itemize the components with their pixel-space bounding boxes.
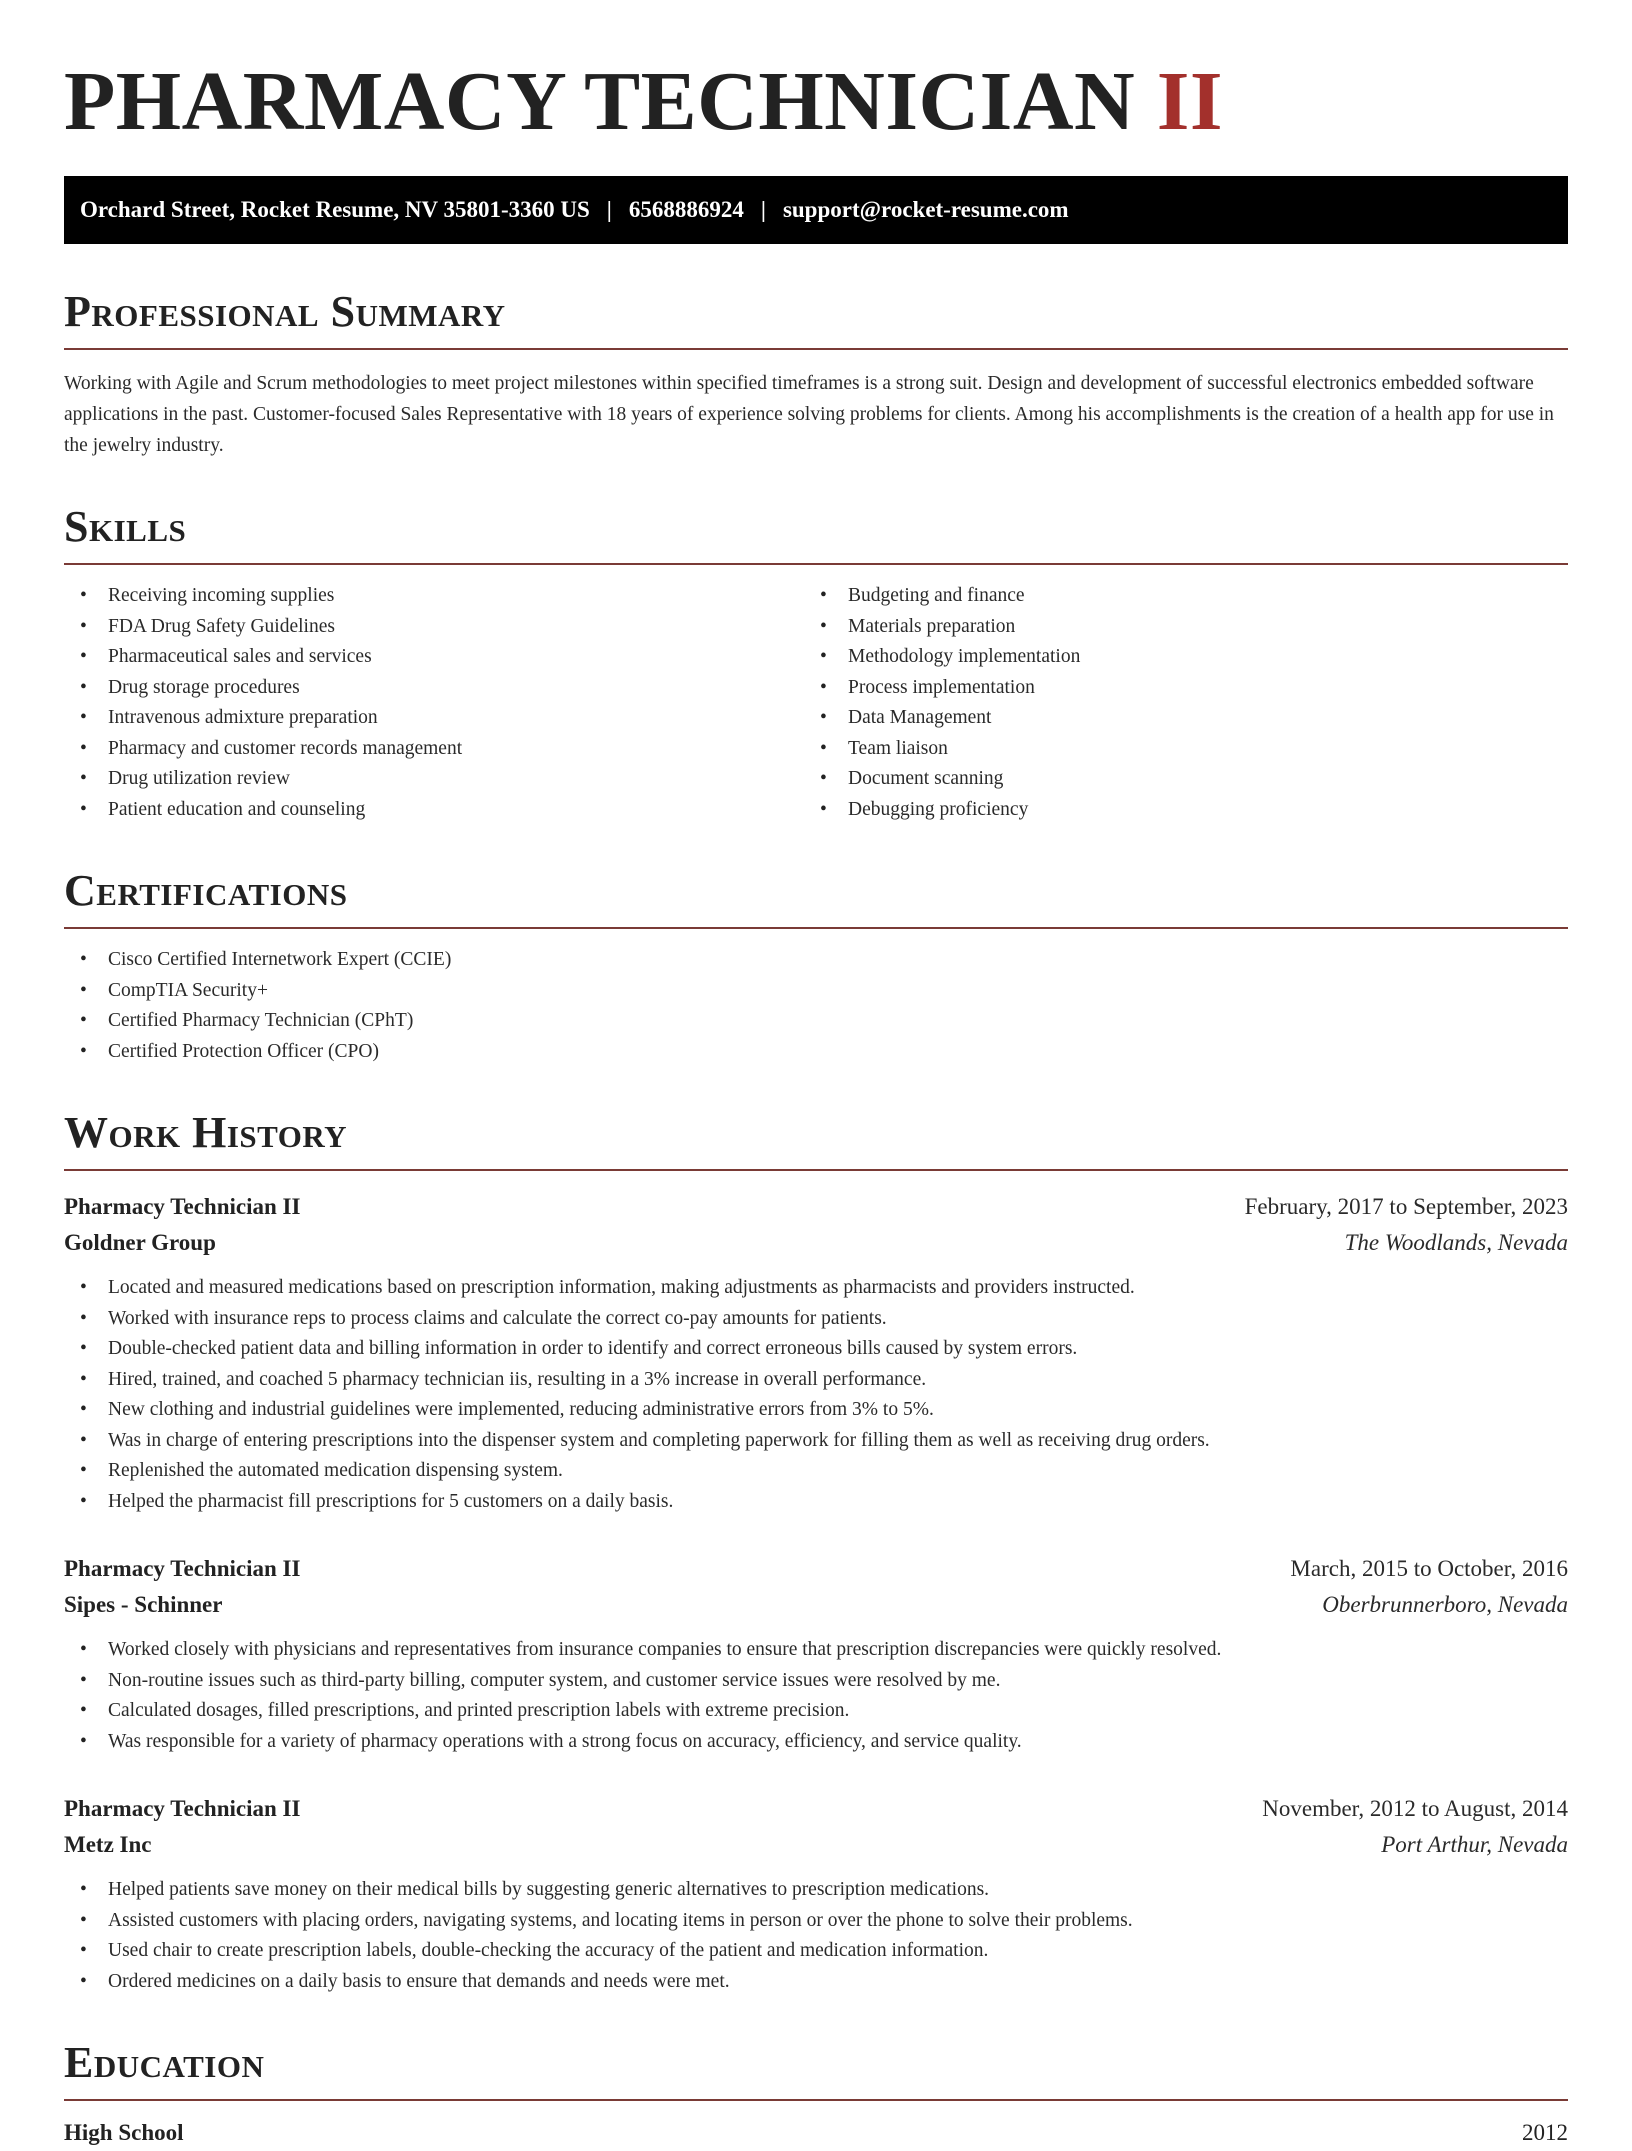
resume-title [64, 52, 1568, 152]
title-main: PHARMACY TECHNICIAN [64, 55, 1136, 148]
job-company-row [64, 1225, 1568, 1261]
contact-bar [64, 176, 1568, 244]
skills-heading: Skills [64, 501, 1568, 565]
education-row [64, 2115, 1568, 2151]
job-bullet: • Helped the pharmacist fill prescriptions for 5 customers on a daily basis. [64, 1487, 1568, 1518]
job-bullet: • Helped patients save money on their medical bills by suggesting generic alternatives to prescription medications. [64, 1875, 1568, 1906]
skill-item: • Drug storage procedures [64, 673, 804, 704]
skills-list-left [64, 581, 804, 825]
job-company: Goldner Group [64, 1230, 216, 1255]
education-year: 2012 [1522, 2120, 1568, 2145]
contact-address: Orchard Street, Rocket Resume, NV 35801-3360 US [80, 197, 590, 222]
skill-item: • Team liaison [804, 734, 1544, 765]
skill-item: • Drug utilization review [64, 764, 804, 795]
job-location: The Woodlands, Nevada [1344, 1230, 1568, 1255]
certification-item: • CompTIA Security+ [64, 976, 1568, 1007]
summary-section [64, 286, 1568, 461]
work-history-section [64, 1107, 1568, 1997]
skill-item: • Debugging proficiency [804, 795, 1544, 826]
certifications-list [64, 945, 1568, 1067]
job-bullet: • Worked closely with physicians and representatives from insurance companies to ensure that prescription discrepancies were quickly resolved. [64, 1635, 1568, 1666]
job-company: Sipes - Schinner [64, 1592, 223, 1617]
contact-separator: | [760, 197, 766, 222]
job-dates: February, 2017 to September, 2023 [1244, 1194, 1568, 1219]
job-bullets [64, 1273, 1568, 1517]
skill-item: • Materials preparation [804, 612, 1544, 643]
job-company-row [64, 1587, 1568, 1623]
skill-item: • Receiving incoming supplies [64, 581, 804, 612]
job-header-row [64, 1791, 1568, 1827]
job-bullet: • Ordered medicines on a daily basis to ensure that demands and needs were met. [64, 1967, 1568, 1998]
job-header-row [64, 1189, 1568, 1225]
work-history-heading: Work History [64, 1107, 1568, 1171]
summary-text: Working with Agile and Scrum methodologies to meet project milestones within specified timeframes is a strong suit. Design and development of successful electronics embedded software applications in the past. Customer-focused Sales Representative with 18 years of experience solving problems for clients. Among his accomplishments is the creation of a health app for use in the jewelry industry. [64, 373, 1554, 456]
skill-item: • Methodology implementation [804, 642, 1544, 673]
job-bullet: • Calculated dosages, filled prescriptions, and printed prescription labels with extreme precision. [64, 1696, 1568, 1727]
job-title: Pharmacy Technician II [64, 1194, 301, 1219]
job-bullet: • Was responsible for a variety of pharmacy operations with a strong focus on accuracy, efficiency, and service quality. [64, 1727, 1568, 1758]
job-entry [64, 1189, 1568, 1517]
job-bullets [64, 1635, 1568, 1757]
certification-item: • Certified Pharmacy Technician (CPhT) [64, 1006, 1568, 1037]
job-company: Metz Inc [64, 1832, 152, 1857]
job-location: Oberbrunnerboro, Nevada [1322, 1592, 1568, 1617]
job-bullet: • Non-routine issues such as third-party billing, computer system, and customer service issues were resolved by me. [64, 1666, 1568, 1697]
job-bullet: • Assisted customers with placing orders, navigating systems, and locating items in person or over the phone to solve their problems. [64, 1906, 1568, 1937]
job-bullet: • Used chair to create prescription labels, double-checking the accuracy of the patient and medication information. [64, 1936, 1568, 1967]
skill-item: • Budgeting and finance [804, 581, 1544, 612]
education-heading: Education [64, 2037, 1568, 2101]
job-bullet: • Double-checked patient data and billing information in order to identify and correct erroneous bills caused by system errors. [64, 1334, 1568, 1365]
job-bullet: • Replenished the automated medication dispensing system. [64, 1456, 1568, 1487]
certification-item: • Certified Protection Officer (CPO) [64, 1037, 1568, 1068]
resume-content [64, 52, 1568, 2151]
education-section [64, 2037, 1568, 2151]
job-entry [64, 1551, 1568, 1757]
job-dates: November, 2012 to August, 2014 [1262, 1796, 1568, 1821]
certifications-section [64, 865, 1568, 1067]
job-entry [64, 1791, 1568, 1997]
job-bullet: • Located and measured medications based on prescription information, making adjustments as pharmacists and providers instructed. [64, 1273, 1568, 1304]
skill-item: • Data Management [804, 703, 1544, 734]
job-title: Pharmacy Technician II [64, 1556, 301, 1581]
contact-separator: | [606, 197, 612, 222]
title-accent: II [1156, 55, 1224, 148]
certification-item: • Cisco Certified Internetwork Expert (CCIE) [64, 945, 1568, 976]
contact-email: support@rocket-resume.com [782, 197, 1069, 222]
job-dates: March, 2015 to October, 2016 [1290, 1556, 1568, 1581]
skills-section [64, 501, 1568, 825]
skills-list-right [804, 581, 1544, 825]
education-school: High School [64, 2120, 184, 2145]
skill-item: • Process implementation [804, 673, 1544, 704]
skill-item: • Document scanning [804, 764, 1544, 795]
job-bullet: • New clothing and industrial guidelines were implemented, reducing administrative errors from 3% to 5%. [64, 1395, 1568, 1426]
skill-item: • Patient education and counseling [64, 795, 804, 826]
skill-item: • FDA Drug Safety Guidelines [64, 612, 804, 643]
skills-columns [64, 565, 1568, 825]
contact-phone: 6568886924 [628, 197, 744, 222]
summary-heading: Professional Summary [64, 286, 1568, 350]
job-header-row [64, 1551, 1568, 1587]
skill-item: • Pharmacy and customer records management [64, 734, 804, 765]
certifications-heading: Certifications [64, 865, 1568, 929]
job-company-row [64, 1827, 1568, 1863]
skill-item: • Intravenous admixture preparation [64, 703, 804, 734]
job-bullets [64, 1875, 1568, 1997]
job-bullet: • Worked with insurance reps to process claims and calculate the correct co-pay amounts for patients. [64, 1304, 1568, 1335]
job-title: Pharmacy Technician II [64, 1796, 301, 1821]
job-bullet: • Hired, trained, and coached 5 pharmacy technician iis, resulting in a 3% increase in overall performance. [64, 1365, 1568, 1396]
skill-item: • Pharmaceutical sales and services [64, 642, 804, 673]
job-bullet: • Was in charge of entering prescriptions into the dispenser system and completing paperwork for filling them as well as receiving drug orders. [64, 1426, 1568, 1457]
job-location: Port Arthur, Nevada [1381, 1832, 1568, 1857]
